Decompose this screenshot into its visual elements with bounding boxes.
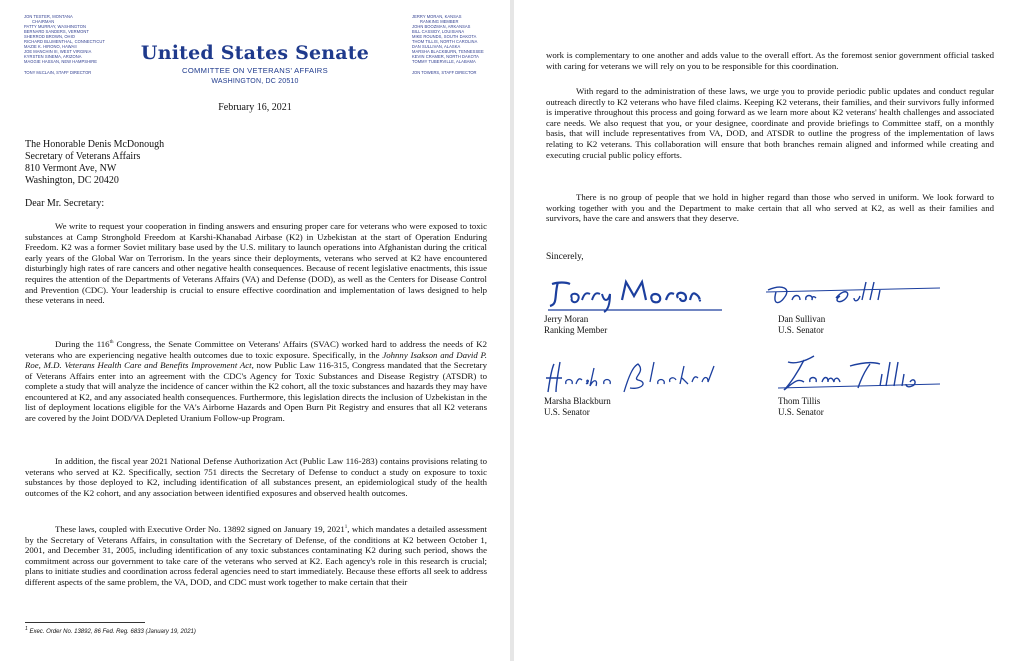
- member-name: MARSHA BLACKBURN, TENNESSEE: [412, 49, 484, 54]
- signer-name: Dan Sullivan: [778, 314, 826, 324]
- member-name: THOM TILLIS, NORTH CAROLINA: [412, 39, 478, 44]
- paragraph-2: During the 116th Congress, the Senate Committee on Veterans' Affairs (SVAC) worked hard to address the needs of K2 veterans who are experiencing negative health outcomes due to toxic exposure. Specifically, in the Johnny Isakson and David P. Roe, M.D. Veterans Health Care and Benefits Improvement Act, now Public Law 116-315, Congress mandated that the Secretary of Veterans Affairs enter into an agreement with the CDC's Agency for Toxic Substances and Disease Registry (ATSDR) to complete a study that will analyze the incidence of cancer within the K2 cohort, all the toxic substances and hazards they may have encountered at K2, and any associated health consequences. Furthermore, this legislation directs the inclusion of Uzbekistan in the list of deployment locations eligible for the VA's Airborne Hazards and Open Burn Pit Registry and ensures that all K2 veterans are covered by the Joint DOD/VA Depleted Uranium Follow-up Program.: [25, 338, 488, 424]
- signer-title: U.S. Senator: [778, 407, 824, 417]
- member-name: DAN SULLIVAN, ALASKA: [412, 44, 461, 49]
- signature-moran: [544, 276, 724, 314]
- paragraph-5: With regard to the administration of these laws, we urge you to provide periodic public updates and conduct regular outreach directly to K2 veterans who have filed claims. Keeping K2 veterans, their families, and their survivors fully informed is imperative throughout this process and going forward as we learn more about K2 veterans' health challenges and associated care needs. We also request that you, or your designee, coordinate and provide briefings to Committee staff, on a monthly basis, that will include representatives from VA, DOD, and ATSDR to outline the progress of the implementation of laws relating to K2 veterans. This collaboration will ensure that both branches remain aligned and informed while creating and executing crucial public policy efforts.: [546, 86, 994, 160]
- member-name: TOMMY TUBERVILLE, ALABAMA: [412, 59, 476, 64]
- minority-members-list: [412, 14, 484, 64]
- member-role: CHAIRMAN: [32, 19, 55, 24]
- member-name: KYRSTEN SINEMA, ARIZONA: [24, 54, 82, 59]
- recipient-address: [25, 139, 164, 187]
- member-name: KEVIN CRAMER, NORTH DAKOTA: [412, 54, 479, 59]
- letterhead-city: WASHINGTON, DC 20510: [211, 78, 299, 85]
- signature-blackburn: [542, 358, 722, 398]
- signer-sullivan: [778, 314, 825, 336]
- paragraph-6: There is no group of people that we hold in higher regard than those who served in uniform. We look forward to working together with you and the Department to make certain that all who served at K2, as well as their families and survivors, have the care and answers that they deserve.: [546, 192, 994, 224]
- majority-members-list: [24, 14, 105, 64]
- member-name: MAGGIE HASSAN, NEW HAMPSHIRE: [24, 59, 98, 64]
- paragraph-continued: work is complementary to one another and adds value to the overall effort. As the foremost senior government official tasked with caring for veterans we will rely on you to be responsible for this coordination.: [546, 50, 994, 71]
- paragraph-3: In addition, the fiscal year 2021 National Defense Authorization Act (Public Law 116-283) contains provisions relating to veterans who served at K2. Specifically, section 751 directs the Secretary of Defense to conduct a study on exposure to toxic substances by those deployed to K2, including identification of all substances present, an epidemiological study of the health outcomes of the K2 cohort, and any association between identified exposures and observed health outcomes.: [25, 456, 487, 498]
- signature-sullivan: [762, 278, 942, 312]
- member-name: RICHARD BLUMENTHAL, CONNECTICUT: [24, 39, 105, 44]
- paragraph-1: We write to request your cooperation in finding answers and ensuring proper care for veterans who were exposed to toxic substances at Camp Stronghold Freedom at Karshi-Khanabad Airbase (K2) in Uzbekistan at the start of Operation Enduring Freedom. K2 was a former Soviet military base used by the U.S. military to launch operations into Afghanistan during the critical early years of the Global War on Terrorism. In the years since their deployments, veterans who served at K2 have encountered disturbingly high rates of rare cancers and other negative health consequences. Because of recent legislative enactments, this issue requires the attention of the Departments of Veterans Affairs (VA) and Defense (DOD), as well as the Centers for Disease Control and Prevention (CDC). Your leadership is crucial to ensure effective coordination and implementation of laws designed to help these veterans in need.: [25, 221, 487, 306]
- closing: Sincerely,: [546, 252, 584, 262]
- letter-page-1: [0, 0, 510, 661]
- footnote-divider: [25, 622, 145, 623]
- address-line: Secretary of Veterans Affairs: [25, 151, 141, 162]
- member-name: BERNARD SANDERS, VERMONT: [24, 29, 89, 34]
- member-name: MAZIE K. HIRONO, HAWAII: [24, 44, 77, 49]
- letterhead: [120, 42, 390, 85]
- signer-tillis: [778, 396, 824, 418]
- signer-name: Thom Tillis: [778, 396, 821, 406]
- member-name: JOE MANCHIN III, WEST VIRGINIA: [24, 49, 92, 54]
- majority-staff-director: TONY McCLAIN, STAFF DIRECTOR: [24, 70, 92, 75]
- member-name: JON TESTER, MONTANA: [24, 14, 73, 19]
- member-name: MIKE ROUNDS, SOUTH DAKOTA: [412, 34, 477, 39]
- member-name: JERRY MORAN, KANSAS: [412, 14, 462, 19]
- signer-title: U.S. Senator: [778, 325, 824, 335]
- signer-title: U.S. Senator: [544, 407, 590, 417]
- address-line: Washington, DC 20420: [25, 175, 119, 186]
- letter-page-2: [514, 0, 1024, 661]
- footnote: $^1$ Exec. Order No. 13892, 86 Fed. Reg. 6833 (January 19, 2021): [25, 626, 196, 635]
- address-line: 810 Vermont Ave, NW: [25, 163, 117, 174]
- signer-name: Jerry Moran: [544, 314, 589, 324]
- address-line: The Honorable Denis McDonough: [25, 139, 165, 150]
- member-role: RANKING MEMBER: [420, 19, 459, 24]
- member-name: JOHN BOOZMAN, ARKANSAS: [412, 24, 471, 29]
- signer-blackburn: [544, 396, 611, 418]
- salutation: Dear Mr. Secretary:: [25, 198, 105, 209]
- signer-name: Marsha Blackburn: [544, 396, 611, 406]
- senate-title: United States Senate: [140, 42, 370, 64]
- committee-name: COMMITTEE ON VETERANS' AFFAIRS: [182, 66, 328, 75]
- member-name: BILL CASSIDY, LOUISIANA: [412, 29, 465, 34]
- signer-title: Ranking Member: [544, 325, 608, 335]
- paragraph-4: These laws, coupled with Executive Order No. 13892 signed on January 19, 2021$^1$, which mandates a detailed assessment by the Secretary of Veterans Affairs, in consultation with the Secretary of Defense, of the conditions at K2 between October 1, 2001, and December 31, 2005, including identification of any toxic substances contaminating K2 during such period, shows the commitment across our government to take care of the veterans who served at K2. Each agency's role in this research is crucial; plans to initiate studies and coordination across federal agencies need to start immediately. Because these efforts all seek to address different aspects of the same problem, the VA, DOD, and CDC must work together to make certain that their: [25, 523, 487, 587]
- member-name: PATTY MURRAY, WASHINGTON: [24, 24, 87, 29]
- signature-tillis: [774, 352, 944, 396]
- signer-moran: [544, 314, 607, 336]
- minority-staff-director: JON TOWERS, STAFF DIRECTOR: [412, 70, 477, 75]
- letter-date: February 16, 2021: [218, 102, 292, 113]
- member-name: SHERROD BROWN, OHIO: [24, 34, 75, 39]
